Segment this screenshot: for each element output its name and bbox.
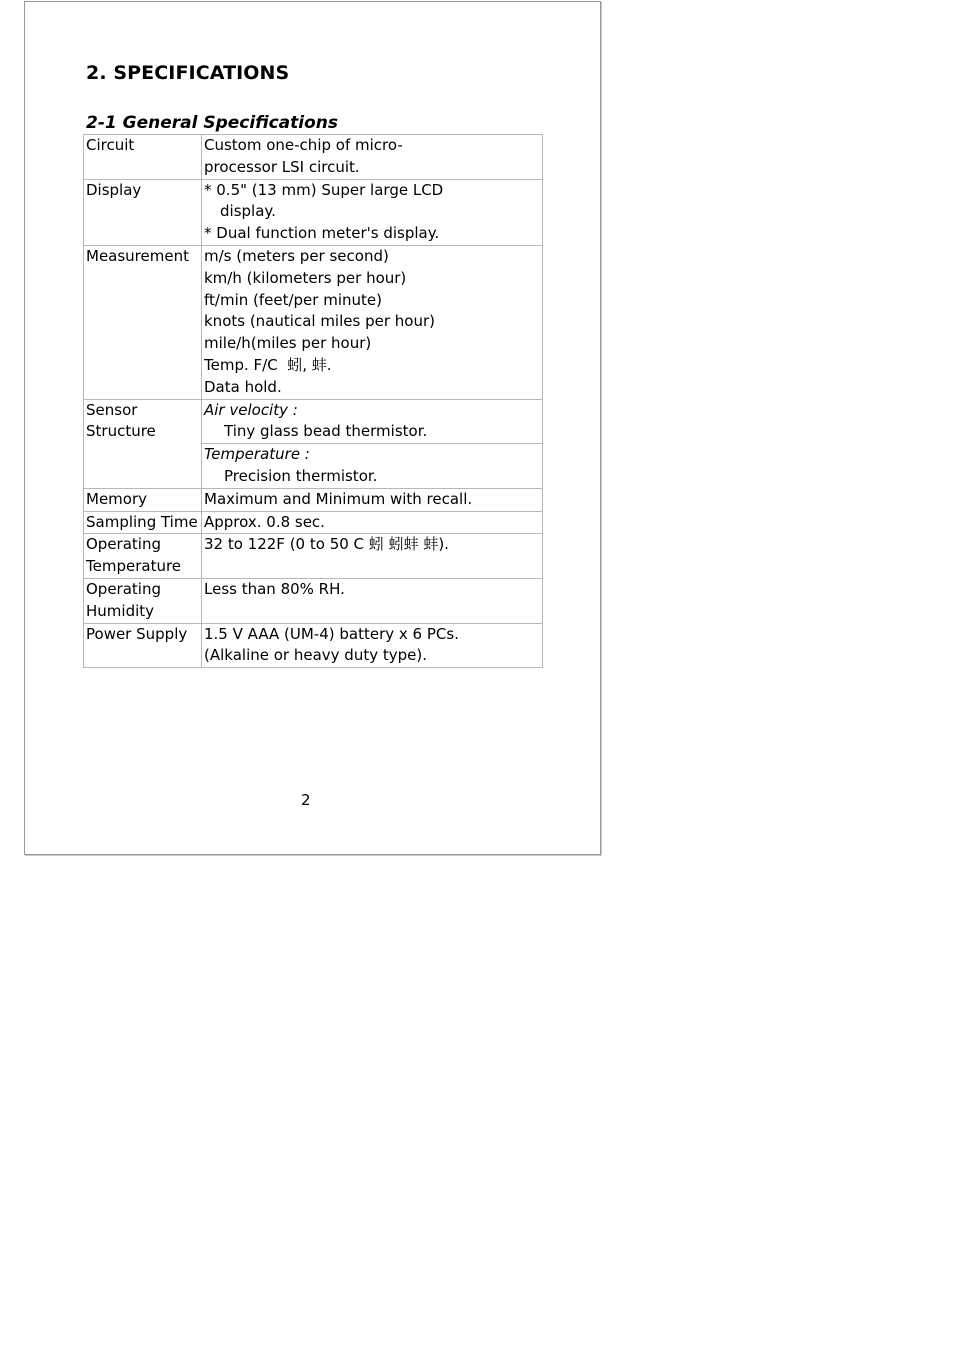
spec-value-line: display.: [220, 202, 276, 221]
spec-label-line: Temperature: [86, 557, 182, 576]
page-number: 2: [301, 791, 311, 809]
spec-label: Power Supply: [84, 623, 202, 668]
table-row-sampling: [84, 511, 543, 534]
spec-value: [202, 135, 543, 180]
table-row-op-temp: [84, 534, 543, 579]
spec-value: 32 to 122F (0 to 50 C 蚓 蚓蚌 蚌).: [202, 534, 543, 579]
spec-value: [202, 444, 543, 489]
spec-value-line: knots (nautical miles per hour): [204, 312, 435, 331]
spec-label-line: Structure: [86, 422, 156, 441]
spec-value: [202, 245, 543, 399]
spec-value-line: Precision thermistor.: [224, 466, 378, 485]
spec-value-line: * Dual function meter's display.: [204, 224, 440, 243]
subsection-title: 2-1 General Specifications: [86, 113, 338, 133]
spec-value: Maximum and Minimum with recall.: [202, 488, 543, 511]
table-row-display: [84, 179, 543, 245]
table-row-circuit: [84, 135, 543, 180]
spec-label: Memory: [84, 488, 202, 511]
spec-value-line: Temperature :: [204, 445, 310, 464]
spec-value-line: Temp. F/C 蚓, 蚌.: [204, 355, 332, 374]
spec-label: Sampling Time: [84, 511, 202, 534]
table-row-op-humidity: [84, 578, 543, 623]
table-row-sensor-air: [84, 399, 543, 444]
spec-value: Approx. 0.8 sec.: [202, 511, 543, 534]
spec-value-line: * 0.5" (13 mm) Super large LCD: [204, 180, 444, 199]
spec-label: Display: [84, 179, 202, 245]
spec-label: Measurement: [84, 245, 202, 399]
spec-label: [84, 534, 202, 579]
spec-value-line: Air velocity :: [204, 400, 298, 419]
spec-value-line: mile/h(miles per hour): [204, 334, 372, 353]
spec-value-line: ft/min (feet/per minute): [204, 290, 382, 309]
spec-value-line: Tiny glass bead thermistor.: [224, 422, 428, 441]
spec-label: Circuit: [84, 135, 202, 180]
spec-value-line: processor LSI circuit.: [204, 157, 360, 176]
spec-value-line: 1.5 V AAA (UM-4) battery x 6 PCs.: [204, 624, 459, 643]
spec-label-line: Sensor: [86, 400, 138, 419]
spec-label: [84, 399, 202, 488]
section-title: 2. SPECIFICATIONS: [86, 62, 290, 84]
spec-value: Less than 80% RH.: [202, 578, 543, 623]
spec-value: [202, 623, 543, 668]
spec-label: [84, 578, 202, 623]
spec-value-line: Data hold.: [204, 377, 282, 396]
spec-value: [202, 179, 543, 245]
table-row-measurement: [84, 245, 543, 399]
spec-value: [202, 399, 543, 444]
spec-label-line: Humidity: [86, 601, 155, 620]
spec-table: [83, 134, 543, 668]
spec-value-line: m/s (meters per second): [204, 246, 389, 265]
spec-label-line: Operating: [86, 535, 161, 554]
spec-label-line: Operating: [86, 579, 161, 598]
spec-value-line: Custom one-chip of micro-: [204, 136, 403, 154]
table-row-memory: [84, 488, 543, 511]
spec-value-line: km/h (kilometers per hour): [204, 268, 407, 287]
spec-value-line: (Alkaline or heavy duty type).: [204, 646, 427, 665]
table-row-power: [84, 623, 543, 668]
